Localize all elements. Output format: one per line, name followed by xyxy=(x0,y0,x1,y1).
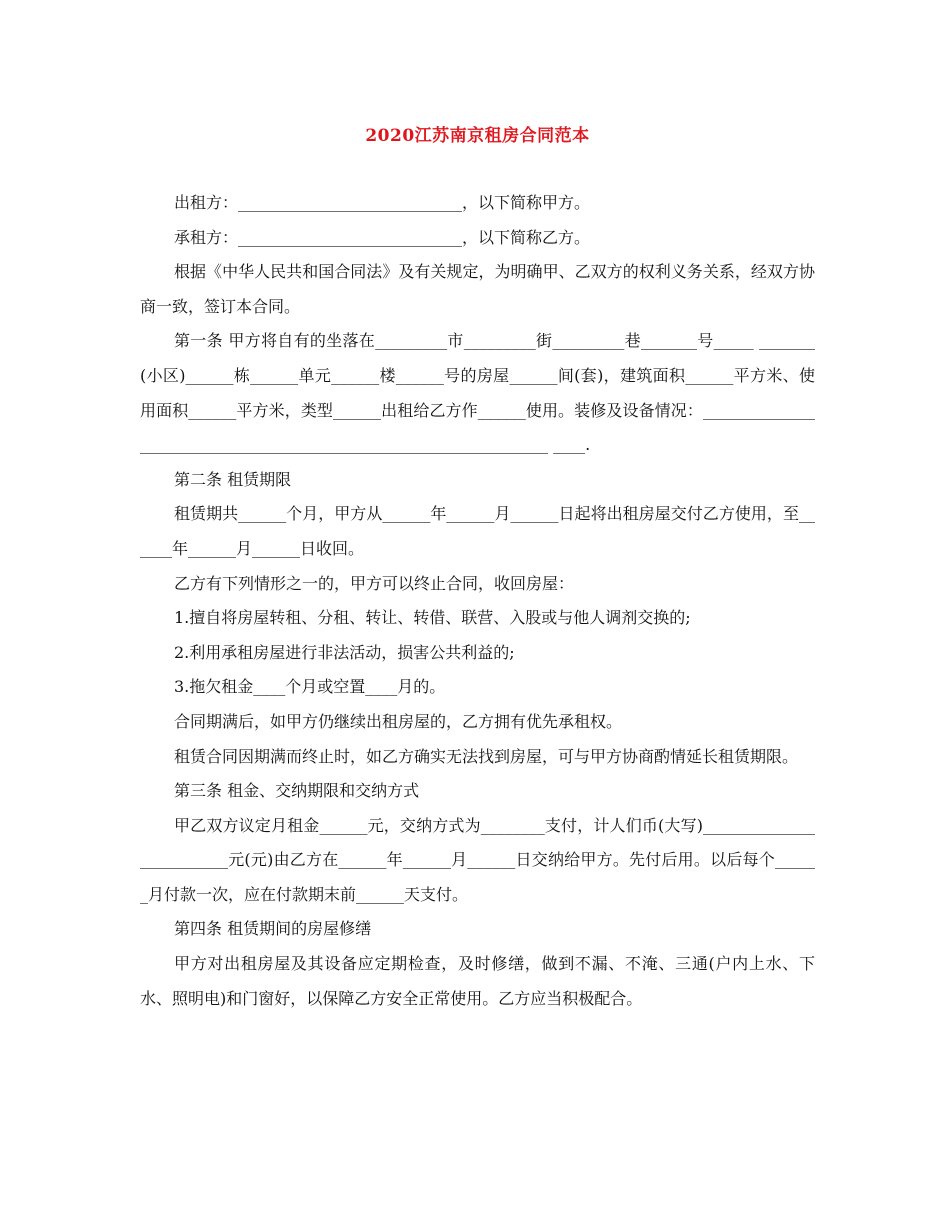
document-page xyxy=(140,118,815,1016)
repair-paragraph: 甲方对出租房屋及其设备应定期检查，及时修缮，做到不漏、不淹、三通(户内上水、下水、照明电)和门窗好，以保障乙方安全正常使用。乙方应当积极配合。 xyxy=(140,954,815,1008)
preamble-paragraph: 根据《中华人民共和国合同法》及有关规定，为明确甲、乙双方的权利义务关系，经双方协商一致，签订本合同。 xyxy=(140,262,815,316)
article-2-heading: 第二条 租赁期限 xyxy=(174,469,292,489)
article-1-paragraph: 第一条 甲方将自有的坐落在_________市_________街_________巷_______号_____ _______(小区)______栋______单元______楼______号的房屋______间(套)，建筑面积______平方米、使用面积______平方米，类型______出租给乙方作______使用。装修及设备情况：_________________________________________________________________ ____. xyxy=(140,331,815,455)
termination-item-3: 3.拖欠租金____个月或空置____月的。 xyxy=(174,677,446,697)
lessee-line: 承租方：____________________________，以下简称乙方。 xyxy=(174,227,591,247)
rent-paragraph: 甲乙双方议定月租金______元，交纳方式为________支付，计人们币(大写)_________________________元(元)由乙方在______年______月______日交纳给甲方。先付后用。以后每个______月付款一次，应在付款期末前______天支付。 xyxy=(140,815,815,904)
termination-item-1: 1.擅自将房屋转租、分租、转让、转借、联营、入股或与他人调剂交换的; xyxy=(174,608,691,628)
extension-paragraph: 租赁合同因期满而终止时，如乙方确实无法找到房屋，可与甲方协商酌情延长租赁期限。 xyxy=(174,746,799,766)
priority-paragraph: 合同期满后，如甲方仍继续出租房屋的，乙方拥有优先承租权。 xyxy=(174,711,623,731)
termination-item-2: 2.利用承租房屋进行非法活动，损害公共利益的; xyxy=(174,642,515,662)
document-body xyxy=(140,186,815,1016)
article-4-heading: 第四条 租赁期间的房屋修缮 xyxy=(174,919,372,939)
lease-period-paragraph: 租赁期共______个月，甲方从______年______月______日起将出租房屋交付乙方使用，至______年______月______日收回。 xyxy=(140,504,815,558)
termination-intro: 乙方有下列情形之一的，甲方可以终止合同，收回房屋： xyxy=(174,573,575,593)
document-title: 2020江苏南京租房合同范本 xyxy=(365,126,590,146)
lessor-line: 出租方：____________________________，以下简称甲方。 xyxy=(174,193,591,212)
article-3-heading: 第三条 租金、交纳期限和交纳方式 xyxy=(174,781,420,801)
